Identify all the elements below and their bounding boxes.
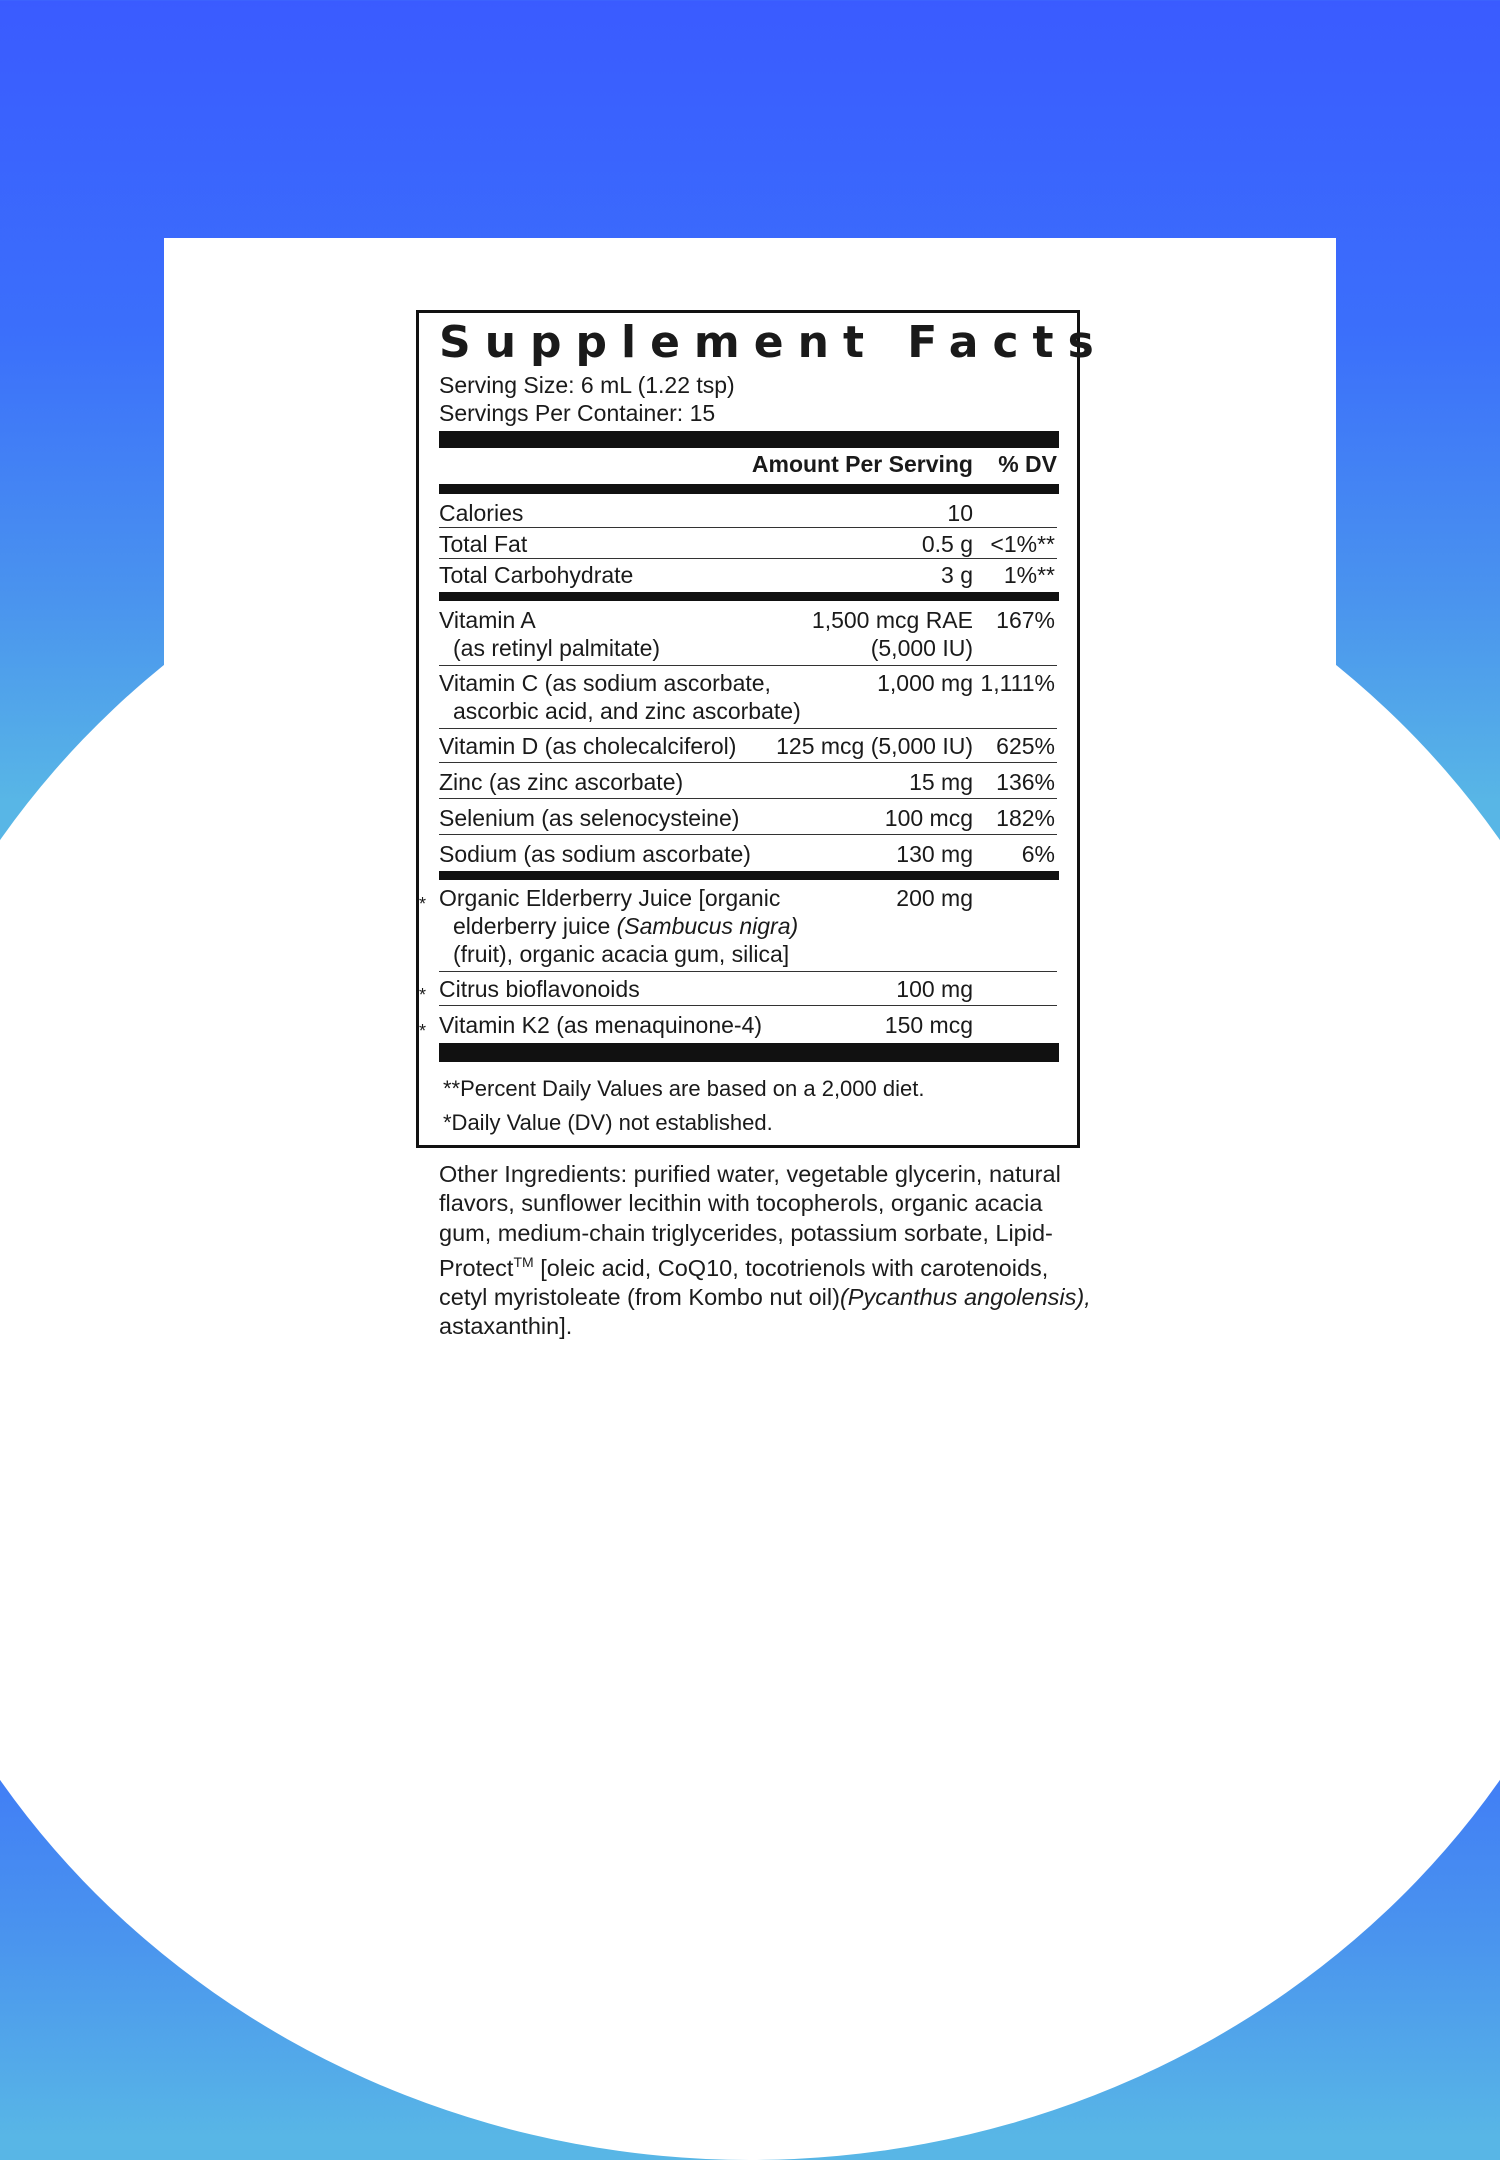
- thick-divider: [439, 1043, 1059, 1062]
- trademark-symbol: TM: [513, 1253, 534, 1270]
- nutrient-row-sodium: [439, 840, 1057, 870]
- nutrient-row-total-fat: [439, 530, 1057, 559]
- nutrient-dv: 167%: [996, 607, 1055, 633]
- dv-header: % DV: [998, 451, 1057, 477]
- nutrient-name: Selenium (as selenocysteine): [439, 805, 740, 831]
- nutrient-amount: 1,000 mg: [877, 670, 973, 696]
- ingredient-row-elderberry: [419, 884, 1057, 972]
- medium-divider: [439, 592, 1059, 601]
- servings-per-container: Servings Per Container: 15: [439, 400, 716, 426]
- nutrient-amount: 130 mg: [896, 841, 973, 867]
- ingredient-amount: 200 mg: [896, 885, 973, 911]
- nutrient-row-zinc: [439, 768, 1057, 799]
- footnote-dv-not-established: *Daily Value (DV) not established.: [443, 1110, 773, 1135]
- nutrient-name: Vitamin D (as cholecalciferol): [439, 733, 737, 759]
- amount-header: Amount Per Serving: [751, 451, 973, 477]
- nutrient-amount: 3 g: [941, 562, 973, 588]
- ingredient-dv: *: [419, 1021, 427, 1041]
- nutrient-dv: 1%**: [1003, 562, 1055, 588]
- medium-divider: [439, 484, 1059, 494]
- thick-divider: [439, 431, 1059, 448]
- nutrient-dv: 136%: [996, 769, 1055, 795]
- facts-title: Supplement Facts: [439, 317, 1108, 368]
- ingredient-name: Organic Elderberry Juice [organic elderberry juice (Sambucus nigra) (fruit), organic acacia gum, silica]: [439, 885, 799, 967]
- footnote-percent-dv: **Percent Daily Values are based on a 2,000 diet.: [443, 1076, 925, 1101]
- ingredient-dv: *: [419, 894, 427, 914]
- nutrient-name: Vitamin A (as retinyl palmitate): [439, 607, 661, 661]
- nutrient-dv: <1%**: [990, 531, 1055, 557]
- nutrient-dv: 625%: [996, 733, 1055, 759]
- nutrient-row-selenium: [439, 804, 1057, 835]
- ingredient-row-vitamin-k2: [419, 1011, 1057, 1041]
- nutrient-row-vitamin-a: [439, 606, 1057, 666]
- ingredient-amount: 100 mg: [896, 976, 973, 1002]
- column-header: [439, 451, 1059, 481]
- nutrient-name: Calories: [439, 500, 524, 526]
- nutrient-amount: 0.5 g: [921, 531, 973, 557]
- ingredient-dv: *: [419, 985, 427, 1005]
- nutrient-amount: 100 mcg: [884, 805, 973, 831]
- nutrient-amount: 15 mg: [909, 769, 973, 795]
- medium-divider: [439, 871, 1059, 880]
- nutrient-amount: 125 mcg (5,000 IU): [776, 733, 973, 759]
- nutrient-name: Sodium (as sodium ascorbate): [439, 841, 751, 867]
- nutrient-amount: 1,500 mcg RAE (5,000 IU): [811, 607, 973, 661]
- supplement-facts-panel: [416, 310, 1108, 1148]
- ingredient-amount: 150 mcg: [884, 1012, 973, 1038]
- nutrient-row-vitamin-c: [439, 669, 1057, 729]
- nutrient-name: Vitamin C (as sodium ascorbate, ascorbic acid, and zinc ascorbate): [439, 670, 801, 724]
- ingredient-name: Citrus bioflavonoids: [439, 976, 640, 1002]
- nutrient-name: Total Carbohydrate: [439, 562, 634, 588]
- nutrient-dv: 182%: [996, 805, 1055, 831]
- nutrient-name: Total Fat: [439, 531, 528, 557]
- other-ingredients: Other Ingredients: purified water, vegetable glycerin, natural flavors, sunflower lecithin with tocopherols, organic acacia gum, medium-chain triglycerides, potassium sorbate, Lipid-Protect™ [oleic acid, CoQ10, tocotrienols with carotenoids, cetyl myristoleate (from Kombo nut oil)(Pycanthus angolensis), astaxanthin].: [439, 1161, 1091, 1340]
- serving-size: Serving Size: 6 mL (1.22 tsp): [439, 372, 735, 398]
- nutrient-row-vitamin-d: [439, 732, 1057, 763]
- nutrient-dv: 1,111%: [980, 670, 1055, 696]
- ingredient-name: Vitamin K2 (as menaquinone-4): [439, 1012, 763, 1038]
- nutrient-dv: 6%: [1021, 841, 1055, 867]
- nutrient-row-total-carbohydrate: [439, 561, 1057, 589]
- nutrient-name: Zinc (as zinc ascorbate): [439, 769, 684, 795]
- nutrient-amount: 10: [947, 500, 973, 526]
- ingredient-row-citrus-bioflavonoids: [419, 975, 1057, 1006]
- nutrient-row-calories: [439, 499, 1057, 528]
